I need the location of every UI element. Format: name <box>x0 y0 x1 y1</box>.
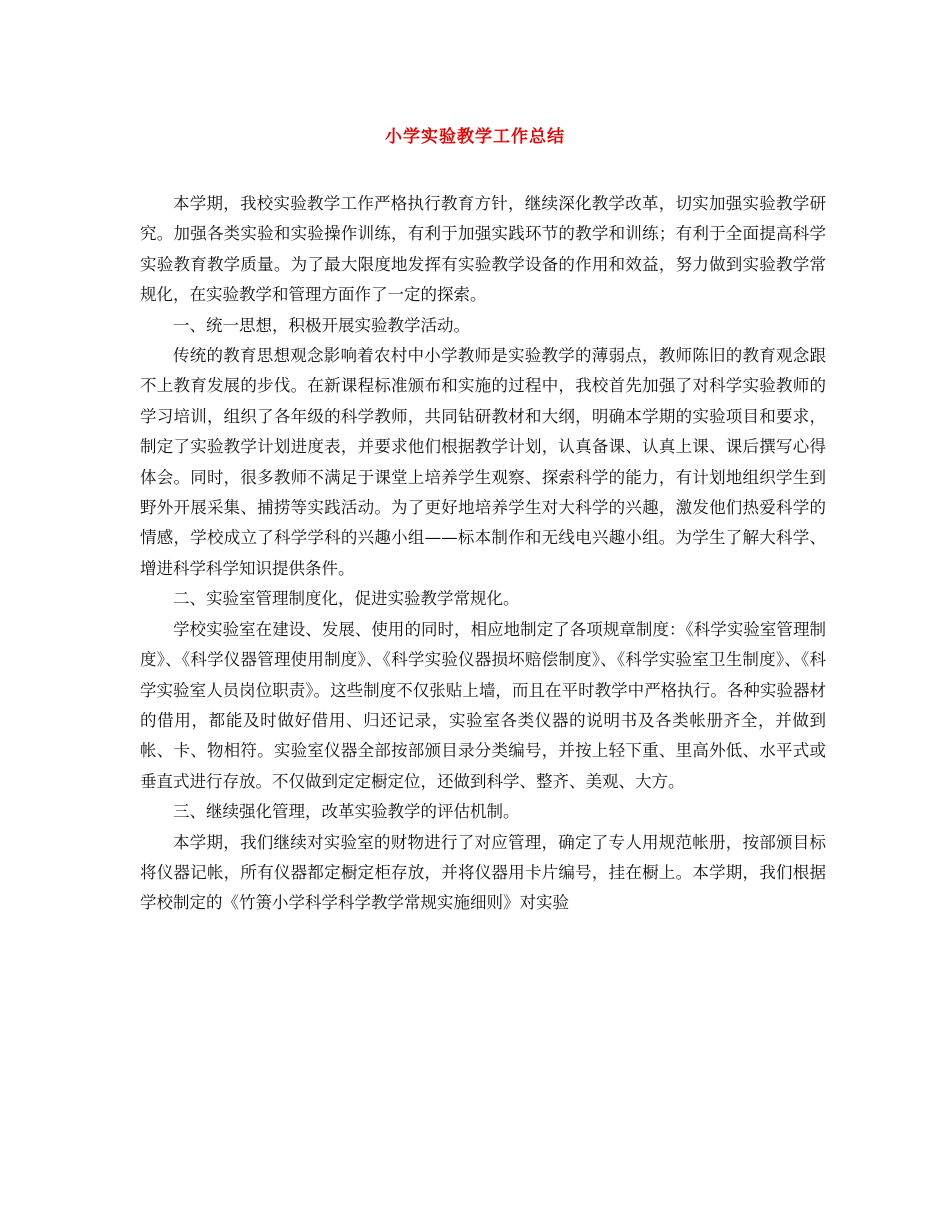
section-heading-1: 一、统一思想，积极开展实验教学活动。 <box>173 315 470 335</box>
section-heading-2: 二、实验室管理制度化，促进实验教学常规化。 <box>173 589 520 609</box>
paragraph-section-1: 传统的教育思想观念影响着农村中小学教师是实验教学的薄弱点，教师陈旧的教育观念跟不上教育发展的步伐。在新课程标准颁布和实施的过程中，我校首先加强了对科学实验教师的学习培训，组织了各年级的科学教师，共同钻研教材和大纲，明确本学期的实验项目和要求，制定了实验教学计划进度表，并要求他们根据教学计划，认真备课、认真上课、课后撰写心得体会。同时，很多教师不满足于课堂上培养学生观察、探索科学的能力，有计划地组织学生到野外开展采集、捕捞等实践活动。为了更好地培养学生对大科学的兴趣，激发他们热爱科学的情感，学校成立了科学学科的兴趣小组——标本制作和无线电兴趣小组。为学生了解大科学、增进科学科学知识提供条件。 <box>140 346 826 578</box>
paragraph-section-2: 学校实验室在建设、发展、使用的同时，相应地制定了各项规章制度：《科学实验室管理制度》、《科学仪器管理使用制度》、《科学实验仪器损坏赔偿制度》、《科学实验室卫生制度》、《科学实验室人员岗位职责》。这些制度不仅张贴上墙，而且在平时教学中严格执行。各种实验器材的借用，都能及时做好借用、归还记录，实验室各类仪器的说明书及各类帐册齐全，并做到帐、卡、物相符。实验室仪器全部按部颁目录分类编号，并按上轻下重、里高外低、水平式或垂直式进行存放。不仅做到定定橱定位，还做到科学、整齐、美观、大方。 <box>140 619 826 791</box>
document-title: 小学实验教学工作总结 <box>385 127 565 147</box>
paragraph-section-3: 本学期，我们继续对实验室的财物进行了对应管理，确定了专人用规范帐册，按部颁目标将仪器记帐，所有仪器都定橱定柜存放，并将仪器用卡片编号，挂在橱上。本学期，我们根据学校制定的《竹箦小学科学科学教学常规实施细则》对实验 <box>140 832 826 913</box>
paragraph-intro: 本学期，我校实验教学工作严格执行教育方针，继续深化教学改革，切实加强实验教学研究。加强各类实验和实验操作训练，有利于加强实践环节的教学和训练；有利于全面提高科学实验教育教学质量。为了最大限度地发挥有实验教学设备的作用和效益，努力做到实验教学常规化，在实验教学和管理方面作了一定的探索。 <box>140 194 826 305</box>
section-heading-3: 三、继续强化管理，改革实验教学的评估机制。 <box>173 802 520 822</box>
document-body <box>140 189 826 919</box>
